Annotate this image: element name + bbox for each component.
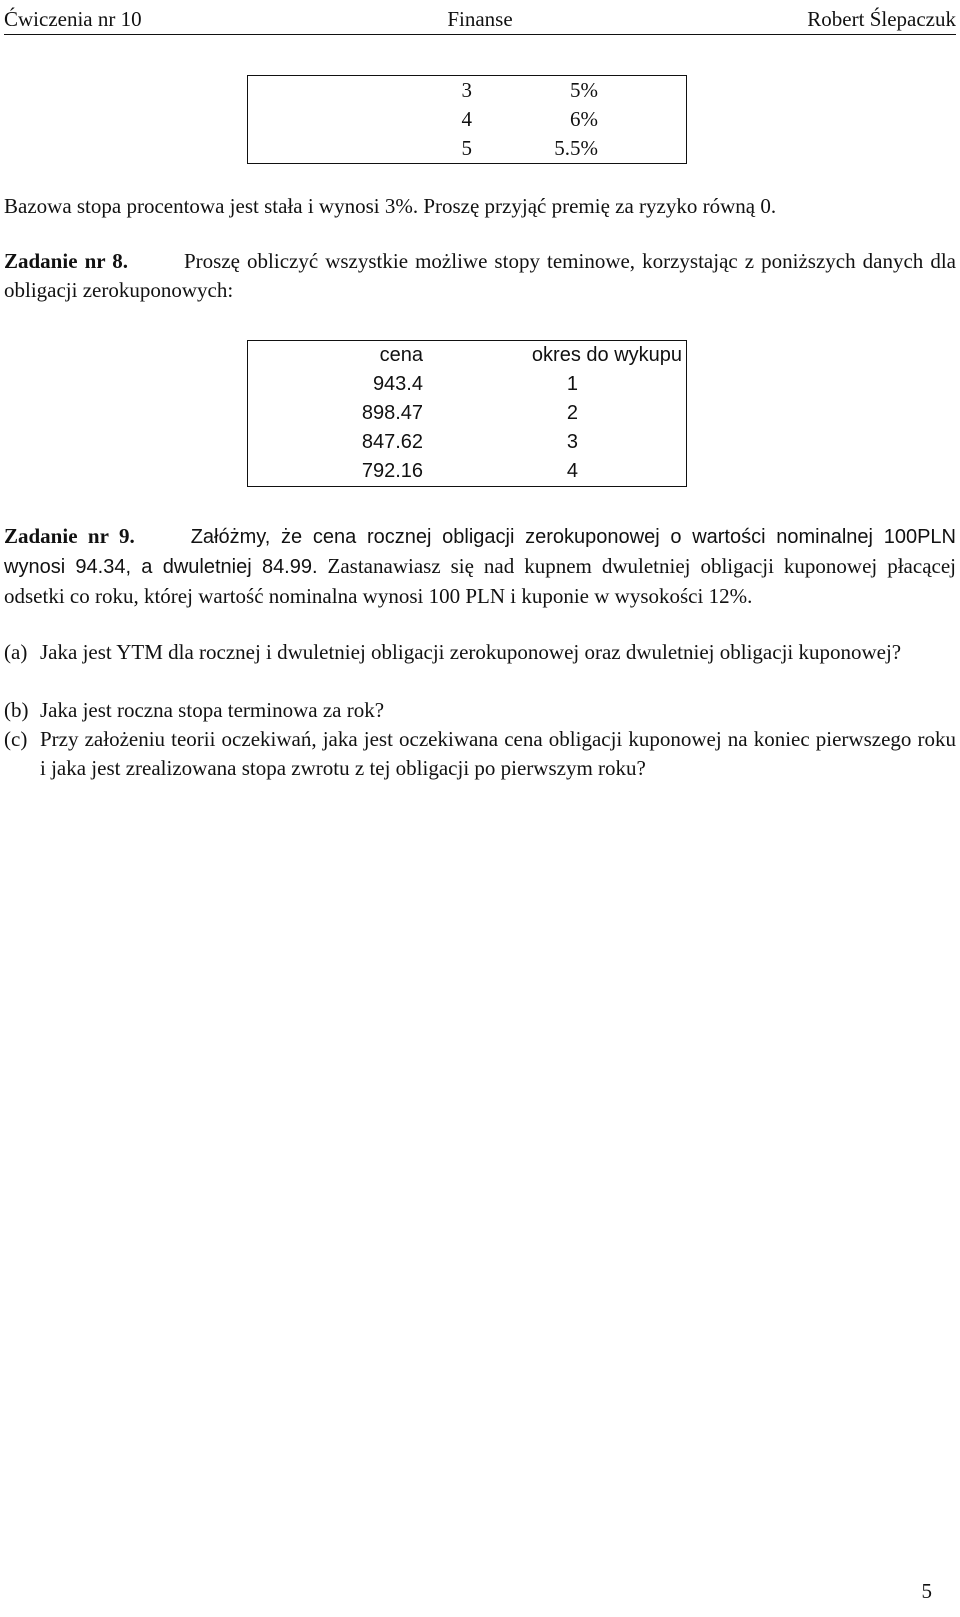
table-row (248, 76, 687, 106)
table-cell: 6% (570, 107, 598, 131)
header-course: Ćwiczenia nr 10 (4, 7, 142, 31)
header-subject: Finanse (447, 7, 513, 31)
table-row (248, 428, 687, 457)
table-cell: 5% (570, 78, 598, 102)
table-row (248, 370, 687, 399)
table-cell: 4 (566, 460, 578, 482)
header-author: Robert Ślepaczuk (807, 7, 956, 31)
table-cell: 943.4 (372, 373, 423, 395)
item-text: Przy założeniu teorii oczekiwań, jaka jest oczekiwana cena obligacji kuponowej na koniec pierwszego roku i jaka jest zrealizowana stopa zwrotu z tej obligacji po pierwszym roku? (40, 727, 956, 780)
task9-item-a (4, 638, 956, 667)
column-header-maturity-label: okres do wykupu (531, 344, 682, 366)
item-text: Jaka jest roczna stopa terminowa za rok? (40, 698, 385, 722)
table-cell: 4 (461, 107, 472, 131)
table-cell: 898.47 (361, 402, 423, 424)
table-header-row (248, 341, 687, 371)
table-cell: 2 (566, 402, 578, 424)
task9-paragraph (4, 522, 956, 611)
task8-title: Zadanie nr 8. (4, 249, 128, 273)
table-cell: 5.5% (554, 136, 598, 160)
task9-item-b (4, 696, 956, 725)
table-row (248, 457, 687, 487)
task9-title: Zadanie nr 9. (4, 524, 135, 548)
table-cell: 792.16 (361, 460, 423, 482)
item-marker: (c) (4, 727, 28, 751)
task8-text: Proszę obliczyć wszystkie możliwe stopy teminowe, korzystając z poniższych danych dla obligacji zerokuponowych: (4, 249, 956, 302)
table-cell: 1 (566, 373, 578, 395)
table-cell: 847.62 (361, 431, 423, 453)
table-cell: 3 (461, 78, 472, 102)
column-header-price: cena (379, 344, 423, 366)
column-header-maturity (423, 341, 687, 371)
item-marker: (a) (4, 640, 28, 664)
table-cell: 3 (566, 431, 578, 453)
base-rate-note: Bazowa stopa procentowa jest stała i wynosi 3%. Proszę przyjąć premię za ryzyko równą 0. (4, 194, 777, 218)
task9-item-c (4, 725, 956, 783)
page-number: 5 (921, 1579, 932, 1603)
page-header (4, 4, 956, 35)
task9-text-intro: Załóżmy, że cena rocznej obligacji zerokuponowej o wartości nominalnej 100PLN wynosi 94.34, a dwuletniej 84.99. (4, 526, 956, 578)
task8-paragraph (4, 247, 956, 305)
bonds-table (247, 340, 687, 487)
item-marker: (b) (4, 698, 29, 722)
table-row (248, 134, 687, 164)
rates-table (247, 75, 687, 164)
table-cell: 5 (461, 136, 472, 160)
item-text: Jaka jest YTM dla rocznej i dwuletniej obligacji zerokuponowej oraz dwuletniej obligacji kuponowej? (40, 640, 902, 664)
table-row (248, 399, 687, 428)
table-row (248, 105, 687, 134)
task9-text-main: Zastanawiasz się nad kupnem dwuletniej obligacji kuponowej płacącej odsetki co roku, której wartość nominalna wynosi 100 PLN i kuponie w wysokości 12%. (4, 554, 956, 608)
